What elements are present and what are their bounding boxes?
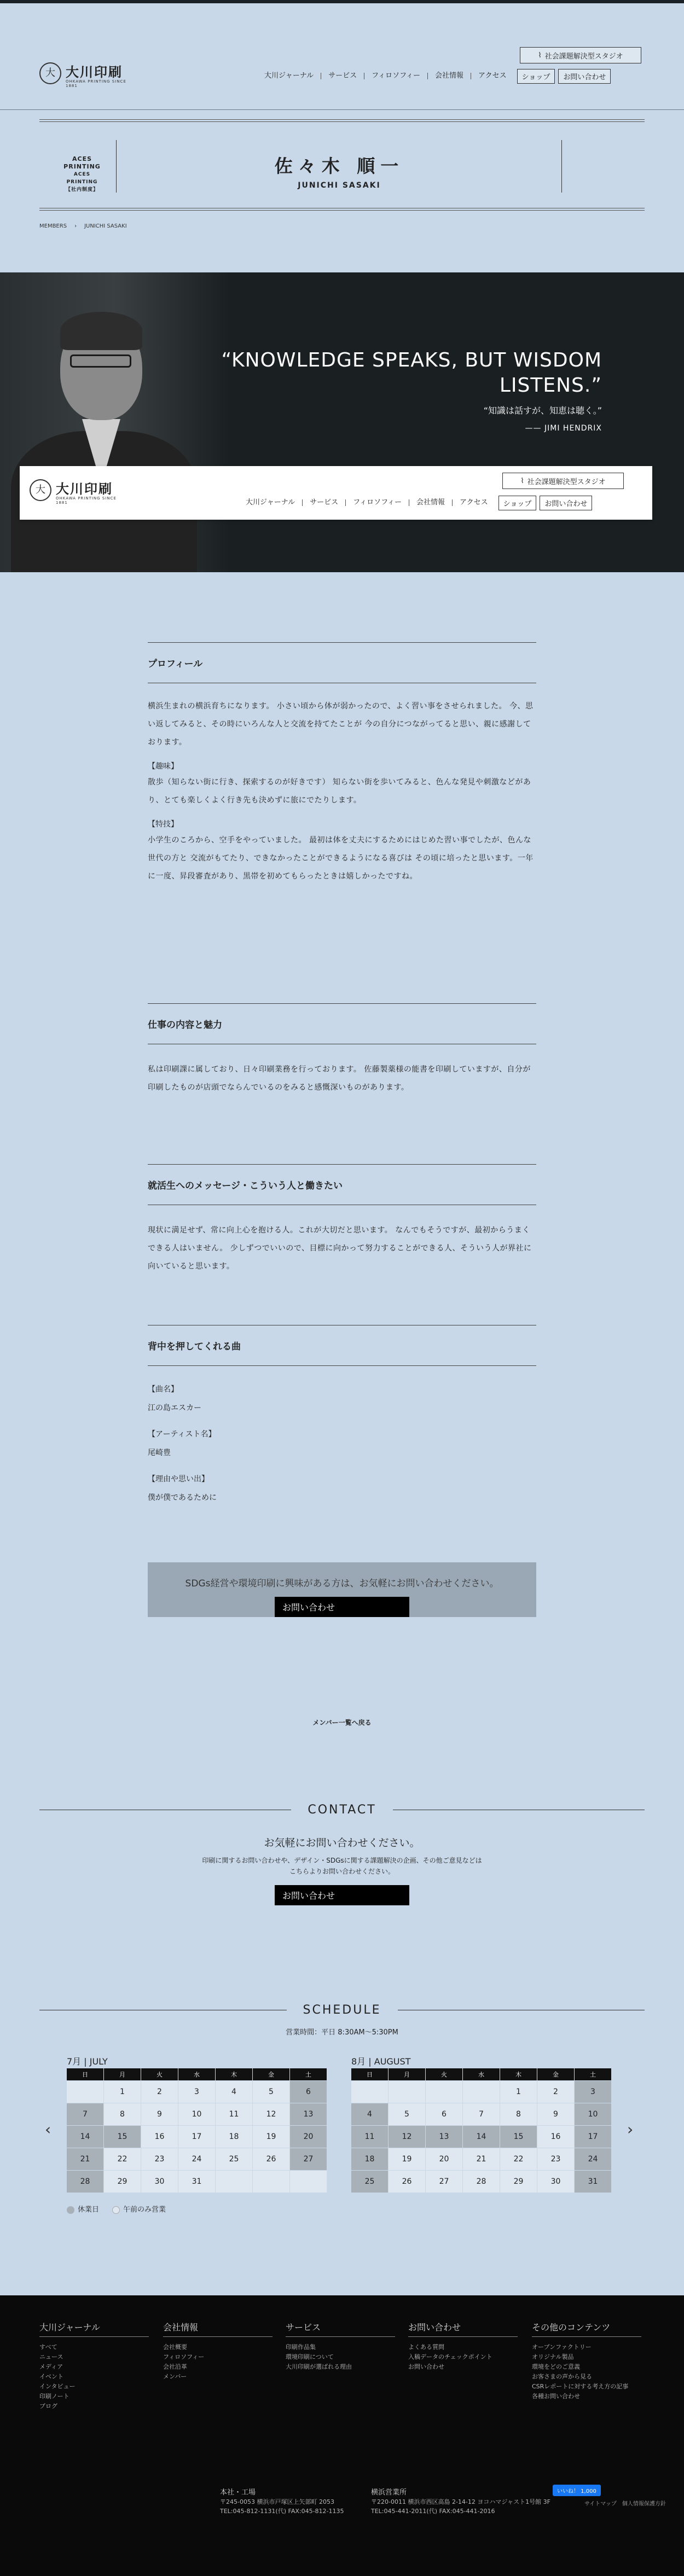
calendar-day: 29 [500,2171,537,2193]
reason-heading: 【理由や思い出】 [148,1475,209,1484]
calendar-day: 11 [351,2126,388,2148]
calendar-dow: 金 [253,2068,289,2080]
calendar-day: 6 [290,2081,327,2103]
footer-link[interactable]: 会社沿革 [163,2363,187,2370]
calendar-day: 28 [463,2171,500,2193]
shop-button[interactable]: ショップ [517,69,555,84]
contact-button-main[interactable]: お問い合わせ [275,1885,409,1905]
calendar-day: 3 [575,2081,611,2103]
calendar-empty [463,2081,500,2103]
calendar-dow: 土 [575,2068,611,2080]
calendar-day: 1 [104,2081,141,2103]
calendar-dow: 月 [104,2068,141,2080]
footer-link[interactable]: イベント [39,2373,63,2380]
work-heading: 仕事の内容と魅力 [148,1003,536,1044]
breadcrumb [39,223,127,229]
calendar-day: 21 [67,2148,103,2170]
footer-branch-address: 横浜営業所 〒220-0011 横浜市西区高島 2-14-12 ヨコハマジャスト1号館 3F TEL:045-441-2011(代) FAX:045-441-2016 [371,2488,550,2515]
footer-link[interactable]: 入稿データのチェックポイント [408,2353,492,2360]
calendar-day: 13 [426,2126,462,2148]
calendar-day: 5 [389,2103,425,2125]
song-title: 江の島エスカー [148,1404,201,1412]
calendar-day: 20 [290,2126,327,2148]
footer-col-service: サービス 印刷作品集 環境印刷について 大川印刷が選ばれる理由 [286,2321,395,2372]
footer-link[interactable]: すべて [39,2344,57,2351]
calendar-dow: 木 [500,2068,537,2080]
reason-text: 僕が僕であるために [148,1493,217,1502]
calendar-empty [426,2081,462,2103]
contact-title: CONTACT [0,1803,684,1817]
message-heading: 就活生へのメッセージ・こういう人と働きたい [148,1164,536,1205]
calendar-day: 15 [104,2126,141,2148]
calendar-day: 8 [500,2103,537,2125]
calendar-day: 2 [537,2081,574,2103]
shop-button[interactable]: ショップ [498,496,537,510]
calendar-day: 28 [67,2171,103,2193]
footer-link[interactable]: オリジナル製品 [532,2353,574,2360]
calendar-day: 26 [253,2148,289,2170]
profile-intro: 横浜生まれの横浜育ちになります。 小さい頃から体が弱かったので、よく習い事をさせられました。 今、思い返してみると、その時にいろんな人と交流を持てたことが 今の自分につながってると思い、親に感謝しております。 [148,702,534,747]
skill-heading: 【特技】 [148,820,178,829]
quote-author: —— JIMI HENDRIX [525,424,602,433]
footer-link[interactable]: お問い合わせ [408,2363,444,2370]
title-right-divider [561,140,562,193]
calendar-dow: 日 [67,2068,103,2080]
footer-col-contact: お問い合わせ よくある質問 入稿データのチェックポイント お問い合わせ [408,2321,518,2372]
footer-link[interactable]: フィロソフィー [163,2353,205,2360]
leaf-icon: ⌇ [538,51,542,60]
calendar-empty [67,2081,103,2103]
footer-link[interactable]: ブログ [39,2403,57,2410]
hero-quote-section [0,272,684,572]
sticky-header [20,466,652,520]
calendar-day: 19 [253,2126,289,2148]
calendar-day: 27 [426,2171,462,2193]
hobby-text: 散歩（知らない街に行き、探索するのが好きです） 知らない街を歩いてみると、色んな発見や刺激などがあり、とても楽しくよく行き先も決めずに旅にでたりします。 [148,778,531,805]
business-hours: 営業時間：平日 8:30AM〜5:30PM [286,2028,398,2037]
calendar-day: 9 [141,2103,178,2125]
hero-quote [219,348,602,433]
calendar-august-grid [351,2068,611,2193]
calendar-day: 9 [537,2103,574,2125]
nav-company[interactable]: 会社情報 [427,73,471,79]
song-section [148,1325,536,1505]
calendar-day: 19 [389,2148,425,2170]
message-section [148,1164,536,1276]
back-to-members-link[interactable]: メンバー一覧へ戻る [312,1719,372,1726]
calendar-day: 30 [141,2171,178,2193]
footer [0,2295,684,2576]
calendar-day: 1 [500,2081,537,2103]
calendar-next-button[interactable]: › [627,2120,634,2138]
calendar-empty [389,2081,425,2103]
calendar-day: 21 [463,2148,500,2170]
work-text: 私は印刷課に属しており、日々印刷業務を行っております。 佐藤製薬様の能書を印刷していますが、自分が印刷したものが店頭でならんでいるのをみると感慨深いものがあります。 [148,1065,531,1092]
cta-text: SDGs経営や環境印刷に興味がある方は、お気軽にお問い合わせください。 [185,1578,499,1589]
nav-company[interactable]: 会社情報 [409,499,452,506]
calendar-day: 23 [141,2148,178,2170]
calendar-day: 8 [104,2103,141,2125]
footer-col-other: その他のコンテンツ オープンファクトリー オリジナル製品 環境をどのご意義 お客さまの声から見る CSRレポートに対する考え方の記事 各種お問い合わせ [532,2321,641,2401]
cta-box [148,1562,536,1617]
calendar-july [67,2055,327,2193]
footer-link[interactable]: お客さまの声から見る [532,2373,592,2380]
nav-philosophy[interactable]: フィロソフィー [364,73,427,79]
footer-link[interactable]: 大川印刷が選ばれる理由 [286,2363,352,2370]
member-name-ja: 佐々木 順一 [274,155,404,177]
breadcrumb-sep: › [74,223,77,229]
calendar-july-label: 7月 | JULY [67,2056,108,2067]
footer-col-company: 会社情報 会社概要 フィロソフィー 会社沿革 メンバー [163,2321,273,2382]
footer-link[interactable]: 会社概要 [163,2344,187,2351]
footer-link[interactable]: メディア [39,2363,63,2370]
sdgs-studio-button[interactable]: ⌇ 社会課題解決型スタジオ [520,47,641,63]
calendar-empty [216,2171,252,2193]
calendar-day: 2 [141,2081,178,2103]
artist-name: 尾崎豊 [148,1449,171,1457]
calendar-day: 26 [389,2171,425,2193]
calendar-day: 17 [575,2126,611,2148]
logo-mark-icon: 大 [39,62,61,84]
song-heading: 背中を押してくれる曲 [148,1325,536,1366]
calendar-empty [351,2081,388,2103]
calendar-day: 31 [575,2171,611,2193]
quote-ja: “知識は話すが、知恵は聴く。” [483,405,602,416]
aces-printing-badge: ACES PRINTING ACES PRINTING 【社内制度】 [63,155,101,193]
calendar-day: 7 [67,2103,103,2125]
calendar-dow: 火 [141,2068,178,2080]
profile-heading: プロフィール [148,642,536,683]
footer-link[interactable]: インタビュー [39,2383,76,2390]
cta-contact-button[interactable]: お問い合わせ [275,1597,409,1617]
footer-col-journal: 大川ジャーナル すべて ニュース メディア イベント インタビュー 印刷ノート ブログ [39,2321,149,2411]
footer-link[interactable]: 印刷作品集 [286,2344,316,2351]
nav-journal[interactable]: 大川ジャーナル [264,72,314,80]
legend-am-only: 午前のみ営業 [112,2203,166,2214]
calendar-day: 10 [178,2103,215,2125]
calendar-day: 15 [500,2126,537,2148]
sticky-nav [239,497,654,509]
calendar-day: 11 [216,2103,252,2125]
nav-access[interactable]: アクセス [452,499,495,506]
calendar-day: 6 [426,2103,462,2125]
legend-holiday: 休業日 [67,2203,99,2214]
title-bottom-rule [39,208,645,211]
nav-journal[interactable]: 大川ジャーナル [246,498,295,507]
quote-en: “KNOWLEDGE SPEAKS, BUT WISDOM LISTENS.” [221,349,602,397]
calendar-dow: 日 [351,2068,388,2080]
footer-link[interactable]: ニュース [39,2353,63,2360]
breadcrumb-current: JUNICHI SASAKI [84,223,127,229]
message-text: 現状に満足せず、常に向上心を抱ける人。これが大切だと思います。 なんでもそうですが、最初からうまくできる人はいません。 少しずつでいいので、目標に向かって努力することができる人、そういう人が界社に向いていると思います。 [148,1226,532,1271]
calendar-day: 24 [575,2148,611,2170]
calendar-day: 7 [463,2103,500,2125]
footer-link[interactable]: 環境印刷について [286,2353,334,2360]
calendar-day: 14 [463,2126,500,2148]
hobby-heading: 【趣味】 [148,762,178,771]
footer-link[interactable]: オープンファクトリー [532,2344,592,2351]
calendar-empty [253,2171,289,2193]
calendar-day: 14 [67,2126,103,2148]
calendar-day: 13 [290,2103,327,2125]
title-top-rule [39,119,645,122]
calendar-august [351,2055,611,2193]
global-nav [257,70,684,82]
footer-link[interactable]: メンバー [163,2373,187,2380]
member-name [115,152,564,190]
song-title-heading: 【曲名】 [148,1385,178,1394]
calendar-day: 27 [290,2148,327,2170]
schedule-title: SCHEDULE [0,2003,684,2017]
breadcrumb-members[interactable]: MEMBERS [39,223,67,229]
calendar-dow: 木 [216,2068,252,2080]
facebook-like-button[interactable]: いいね！ 1,000 [553,2485,601,2496]
calendar-day: 22 [500,2148,537,2170]
sticky-logo[interactable]: 大 大川印刷 OHKAWA PRINTING SINCE 1881 [30,478,117,505]
footer-links [584,2499,666,2507]
sticky-sdgs-button[interactable]: ⌇ 社会課題解決型スタジオ [502,473,624,489]
calendar-prev-button[interactable]: ‹ [45,2120,51,2138]
nav-service[interactable]: サービス [321,73,364,79]
nav-access[interactable]: アクセス [471,73,514,79]
logo[interactable] [39,61,127,89]
calendar-day: 22 [104,2148,141,2170]
calendar-day: 3 [178,2081,215,2103]
calendar-july-grid [67,2068,327,2193]
skill-text: 小学生のころから、空手をやっていました。 最初は体を丈夫にするためにはじめた習い事でしたが、色んな世代の方と 交流がもてたり、できなかったことができるようになる喜びは その頃に培ったと思います。一年に一度、昇段審査があり、黒帯を初めてもらったときは嬉しかったですね。 [148,836,534,881]
member-name-en: JUNICHI SASAKI [298,181,381,190]
contact-desc-2: こちらよりお問い合わせください。 [289,1868,395,1875]
calendar-day: 24 [178,2148,215,2170]
calendar-dow: 火 [426,2068,462,2080]
calendar-day: 12 [253,2103,289,2125]
calendar-empty [290,2171,327,2193]
calendar-day: 12 [389,2126,425,2148]
calendar-day: 31 [178,2171,215,2193]
calendar-day: 16 [141,2126,178,2148]
calendar-day: 18 [216,2126,252,2148]
calendar-dow: 水 [463,2068,500,2080]
calendar-day: 5 [253,2081,289,2103]
footer-link[interactable]: よくある質問 [408,2344,444,2351]
work-section [148,1003,536,1097]
calendar-dow: 水 [178,2068,215,2080]
calendar-day: 4 [216,2081,252,2103]
calendar-day: 17 [178,2126,215,2148]
footer-link[interactable]: CSRレポートに対する考え方の記事 [532,2383,629,2390]
top-bar [0,0,684,3]
logo-subtext: OHKAWA PRINTING SINCE 1881 [66,79,126,88]
calendar-legend [67,2203,166,2214]
leaf-icon: ⌇ [520,476,524,485]
calendar-dow: 土 [290,2068,327,2080]
footer-link[interactable]: 各種お問い合わせ [532,2393,580,2400]
calendar-day: 10 [575,2103,611,2125]
artist-heading: 【アーティスト名】 [148,1430,216,1439]
calendar-day: 16 [537,2126,574,2148]
logo-mark-icon: 大 [30,479,51,501]
logo-text: 大川印刷 [66,64,123,80]
member-portrait [0,272,230,572]
calendar-day: 20 [426,2148,462,2170]
contact-desc-1: 印刷に関するお問い合わせや、デザイン・SDGsに関する課題解決の企画、その他ご意見などは [202,1857,482,1864]
contact-button[interactable]: お問い合わせ [558,69,611,84]
footer-link[interactable]: 印刷ノート [39,2393,69,2400]
calendar-day: 18 [351,2148,388,2170]
nav-service[interactable]: サービス [302,499,345,506]
contact-button[interactable]: お問い合わせ [540,496,592,510]
profile-section [148,642,536,886]
calendar-day: 30 [537,2171,574,2193]
calendar-dow: 月 [389,2068,425,2080]
calendar-day: 4 [351,2103,388,2125]
footer-link[interactable]: 環境をどのご意義 [532,2363,580,2370]
calendar-day: 23 [537,2148,574,2170]
privacy-policy-link[interactable]: 個人情報保護方針 [622,2501,666,2507]
header-divider [0,109,684,110]
contact-lead: お気軽にお問い合わせください。 [264,1837,420,1849]
nav-philosophy[interactable]: フィロソフィー [345,499,409,506]
sitemap-link[interactable]: サイトマップ [584,2501,617,2507]
calendar-day: 25 [351,2171,388,2193]
calendar-day: 29 [104,2171,141,2193]
footer-hq-address: 本社・工場 〒245-0053 横浜市戸塚区上矢部町 2053 TEL:045-812-1131(代) FAX:045-812-1135 [220,2488,344,2515]
calendar-dow: 金 [537,2068,574,2080]
calendar-august-label: 8月 | AUGUST [351,2056,411,2067]
calendar-day: 25 [216,2148,252,2170]
